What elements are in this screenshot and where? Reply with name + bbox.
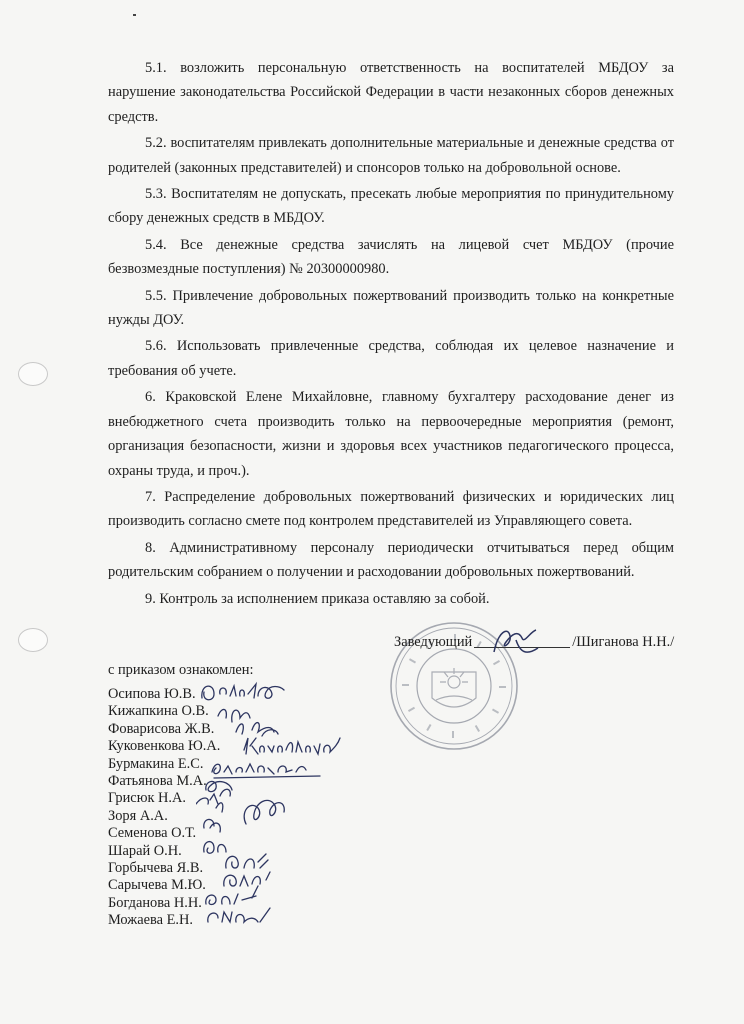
clause-9: 9. Контроль за исполнением приказа оставляю за собой. bbox=[145, 590, 490, 607]
clause-8: 8. Административному персоналу периодически отчитываться перед общим родительским собранием о получении и расходовании добровольных пожертвований. bbox=[108, 539, 674, 581]
punch-hole-upper bbox=[18, 362, 48, 386]
staff-name: Можаева Е.Н. bbox=[108, 912, 193, 929]
staff-name: Зоря А.А. bbox=[108, 807, 168, 824]
clause-7: 7. Распределение добровольных пожертвований физических и юридических лиц производить согласно смете под контролем представителей из Управляющего совета. bbox=[108, 488, 674, 530]
staff-signatures-scribbles bbox=[196, 672, 356, 926]
staff-name: Богданова Н.Н. bbox=[108, 894, 202, 911]
staff-name: Грисюк Н.А. bbox=[108, 790, 187, 807]
clause-5-1: 5.1. возложить персональную ответственность на воспитателей МБДОУ за нарушение законодательства Российской Федерации в части незаконных сборов денежных средств. bbox=[108, 60, 674, 125]
clause-5-3: 5.3. Воспитателям не допускать, пресекать любые мероприятия по принудительному сбору денежных средств в МБДОУ. bbox=[108, 186, 674, 227]
staff-name: Горбычева Я.В. bbox=[108, 860, 204, 877]
staff-name: Фоварисова Ж.В. bbox=[108, 720, 215, 737]
staff-name: Кижапкина О.В. bbox=[108, 703, 209, 720]
head-signature-scribble bbox=[486, 622, 546, 662]
clause-5-5: 5.5. Привлечение добровольных пожертвований производить только на конкретные нужды ДОУ. bbox=[108, 287, 674, 329]
order-body bbox=[108, 56, 674, 613]
staff-name: Осипова Ю.В. bbox=[108, 686, 196, 702]
clause-6: 6. Краковской Елене Михайловне, главному бухгалтеру расходование денег из внебюджетного счета производить только на первоочередные мероприятия (ремонт, организация безопасности, жизни и здоровья всех участников педагогического процесса, охраны труда, и проч.). bbox=[108, 389, 674, 479]
staff-name: Бурмакина Е.С. bbox=[108, 755, 204, 772]
staff-name: Шарай О.Н. bbox=[108, 842, 182, 859]
punch-hole-lower bbox=[18, 628, 48, 652]
signatory-name: /Шиганова Н.Н./ bbox=[572, 634, 675, 650]
scan-dot bbox=[133, 14, 136, 16]
staff-name: Сарычева М.Ю. bbox=[108, 877, 206, 894]
staff-name: Куковенкова Ю.А. bbox=[108, 738, 221, 755]
clause-5-2: 5.2. воспитателям привлекать дополнительные материальные и денежные средства от родителей (законных представителей) и спонсоров только на добровольной основе. bbox=[108, 135, 674, 176]
clause-5-4: 5.4. Все денежные средства зачислять на лицевой счет МБДОУ (прочие безвозмездные поступления) № 20300000980. bbox=[108, 236, 674, 278]
staff-name: Семенова О.Т. bbox=[108, 825, 197, 842]
signatory-position: Заведующий bbox=[394, 634, 473, 650]
acquainted-label: с приказом ознакомлен: bbox=[108, 662, 254, 678]
staff-name: Фатьянова М.А. bbox=[108, 773, 207, 790]
clause-5-6: 5.6. Использовать привлеченные средства, соблюдая их целевое назначение и требования об учете. bbox=[108, 338, 674, 379]
